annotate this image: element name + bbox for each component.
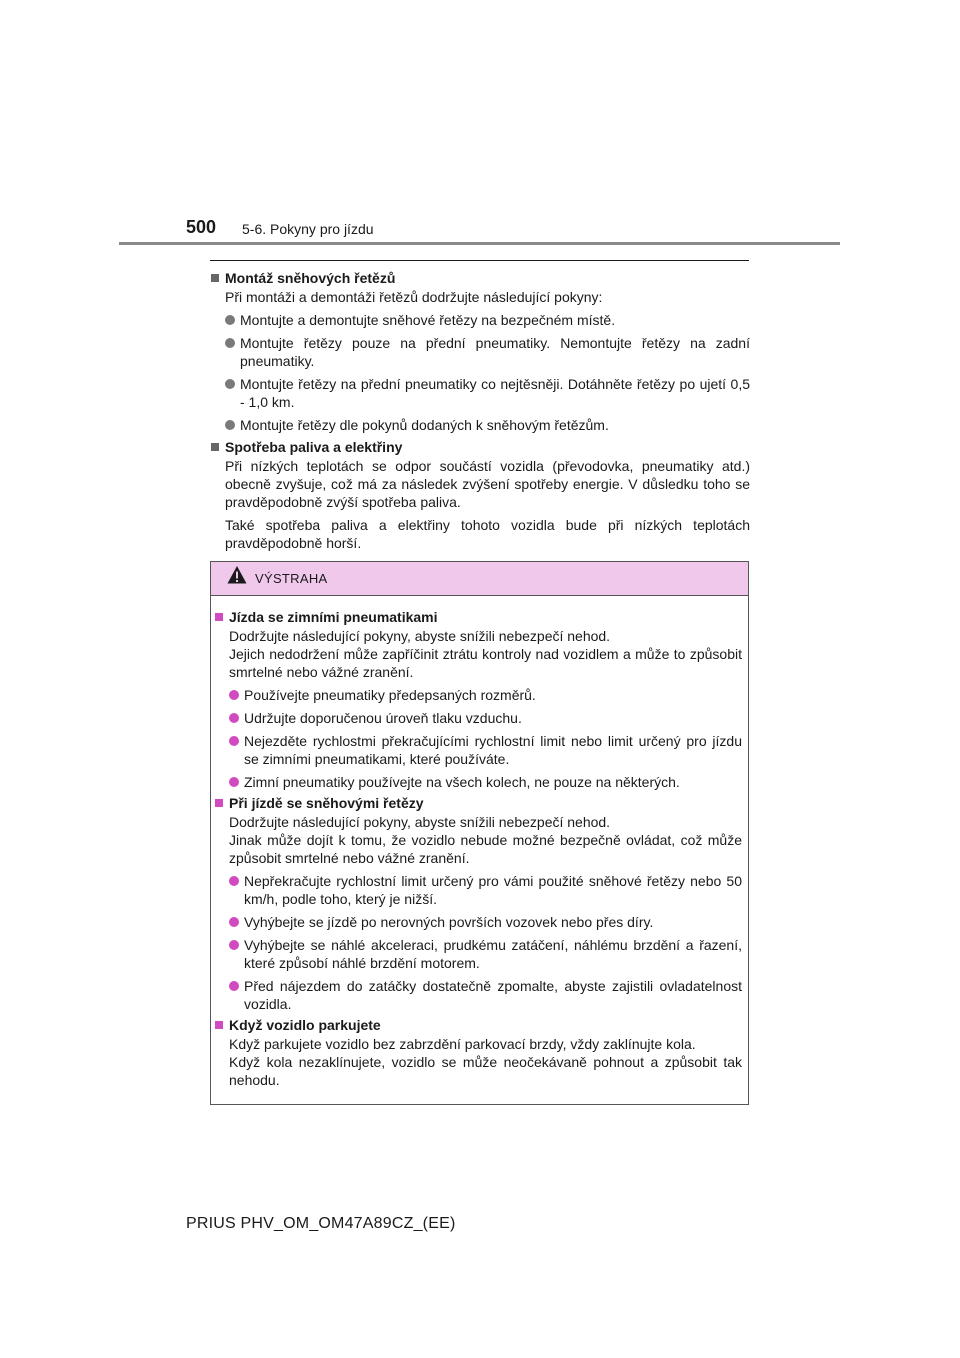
list-item bbox=[214, 913, 742, 931]
paragraph: Při nízkých teplotách se odpor součástí vozidla (převodovka, pneumatiky atd.) obecně zvyšuje, což má za následek zvýšení spotřeby energie. V důsledku toho se pravděpodobně zvýší spotřeba paliva. bbox=[225, 458, 750, 510]
paragraph: Dodržujte následující pokyny, abyste snížili nebezpečí nehod. bbox=[229, 628, 611, 644]
warning-heading-text: Když vozidlo parkujete bbox=[229, 1017, 381, 1033]
list-item bbox=[214, 709, 742, 727]
header-rule bbox=[119, 242, 840, 245]
paragraph: Při montáži a demontáži řetězů dodržujte následující pokyny: bbox=[225, 289, 603, 305]
paragraph: Dodržujte následující pokyny, abyste snížili nebezpečí nehod. bbox=[229, 814, 611, 830]
square-bullet-icon bbox=[215, 613, 223, 621]
list-item bbox=[210, 334, 750, 370]
warning-box bbox=[210, 561, 749, 1105]
list-item-text: Udržujte doporučenou úroveň tlaku vzduchu. bbox=[244, 710, 522, 726]
list-item bbox=[214, 773, 742, 791]
paragraph: Jejich nedodržení může zapříčinit ztrátu kontroly nad vozidlem a může to způsobit smrtelné nebo vážné zranění. bbox=[229, 646, 742, 680]
list-item-text: Vyhýbejte se náhlé akceleraci, prudkému zatáčení, náhlému brzdění a řazení, které způsobí náhlé brzdění motorem. bbox=[244, 937, 742, 971]
list-item bbox=[210, 311, 750, 329]
content-top-rule bbox=[210, 260, 749, 261]
round-bullet-icon bbox=[229, 690, 239, 700]
round-bullet-icon bbox=[229, 713, 239, 723]
list-item bbox=[210, 375, 750, 411]
section-heading bbox=[210, 269, 750, 287]
page-number: 500 bbox=[186, 217, 217, 237]
round-bullet-icon bbox=[229, 917, 239, 927]
square-bullet-icon bbox=[215, 799, 223, 807]
warning-heading bbox=[214, 794, 742, 812]
round-bullet-icon bbox=[225, 379, 235, 389]
round-bullet-icon bbox=[225, 420, 235, 430]
main-content bbox=[210, 265, 750, 552]
round-bullet-icon bbox=[229, 981, 239, 991]
list-item-text: Zimní pneumatiky používejte na všech kolech, ne pouze na některých. bbox=[244, 774, 680, 790]
section-heading bbox=[210, 438, 750, 456]
paragraph: Když kola nezaklínujete, vozidlo se může neočekávaně pohnout a způsobit tak nehodu. bbox=[229, 1054, 742, 1088]
list-item-text: Montujte řetězy dle pokynů dodaných k sněhovým řetězům. bbox=[240, 417, 609, 433]
list-item-text: Montujte a demontujte sněhové řetězy na bezpečném místě. bbox=[240, 312, 616, 328]
warning-heading bbox=[214, 1016, 742, 1034]
warning-heading-text: Při jízdě se sněhovými řetězy bbox=[229, 795, 424, 811]
warning-body bbox=[211, 596, 748, 1089]
section-title: 5-6. Pokyny pro jízdu bbox=[242, 221, 374, 237]
list-item-text: Montujte řetězy na přední pneumatiky co nejtěsněji. Dotáhněte řetězy po ujetí 0,5 - 1,0 km. bbox=[240, 376, 750, 410]
square-bullet-icon bbox=[211, 443, 219, 451]
document-code: PRIUS PHV_OM_OM47A89CZ_(EE) bbox=[186, 1215, 456, 1232]
list-item-text: Nepřekračujte rychlostní limit určený pro vámi použité sněhové řetězy nebo 50 km/h, podle toho, který je nižší. bbox=[244, 873, 742, 907]
list-item bbox=[214, 732, 742, 768]
list-item-text: Používejte pneumatiky předepsaných rozměrů. bbox=[244, 687, 536, 703]
square-bullet-icon bbox=[215, 1021, 223, 1029]
list-item bbox=[214, 686, 742, 704]
warning-header bbox=[211, 562, 748, 596]
section-heading-text: Montáž sněhových řetězů bbox=[225, 270, 396, 286]
list-item bbox=[214, 977, 742, 1013]
warning-heading-text: Jízda se zimními pneumatikami bbox=[229, 609, 438, 625]
warning-heading bbox=[214, 608, 742, 626]
list-item bbox=[214, 872, 742, 908]
paragraph: Jinak může dojít k tomu, že vozidlo nebude možné bezpečně ovládat, což může způsobit smrtelné nebo vážné zranění. bbox=[229, 832, 742, 866]
warning-triangle-icon bbox=[227, 565, 247, 585]
round-bullet-icon bbox=[229, 736, 239, 746]
list-item bbox=[214, 936, 742, 972]
list-item-text: Vyhýbejte se jízdě po nerovných površích vozovek nebo přes díry. bbox=[244, 914, 654, 930]
section-heading-text: Spotřeba paliva a elektřiny bbox=[225, 439, 403, 455]
list-item-text: Nejezděte rychlostmi překračujícími rychlostní limit nebo limit určený pro jízdu se zimními pneumatikami, které používáte. bbox=[244, 733, 742, 767]
paragraph: Když parkujete vozidlo bez zabrzdění parkovací brzdy, vždy zaklínujte kola. bbox=[229, 1036, 696, 1052]
paragraph: Také spotřeba paliva a elektřiny tohoto vozidla bude při nízkých teplotách pravděpodobně horší. bbox=[225, 517, 750, 551]
round-bullet-icon bbox=[229, 940, 239, 950]
list-item-text: Před nájezdem do zatáčky dostatečně zpomalte, abyste zajistili ovladatelnost vozidla. bbox=[244, 978, 742, 1012]
warning-title: VÝSTRAHA bbox=[255, 571, 328, 586]
list-item-text: Montujte řetězy pouze na přední pneumatiky. Nemontujte řetězy na zadní pneumatiky. bbox=[240, 335, 750, 369]
square-bullet-icon bbox=[211, 274, 219, 282]
round-bullet-icon bbox=[229, 777, 239, 787]
round-bullet-icon bbox=[225, 338, 235, 348]
round-bullet-icon bbox=[229, 876, 239, 886]
round-bullet-icon bbox=[225, 315, 235, 325]
list-item bbox=[210, 416, 750, 434]
